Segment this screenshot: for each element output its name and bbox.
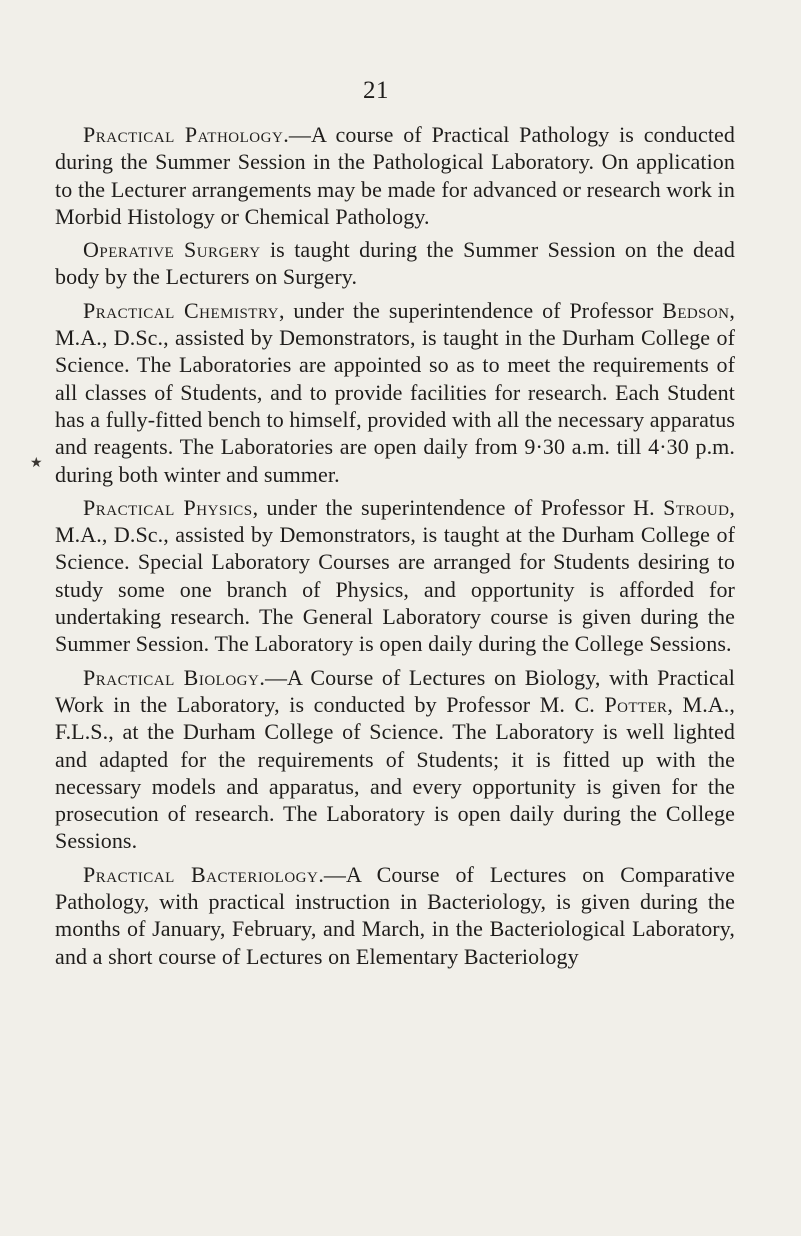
paragraph-text-physics-b: , M.A., D.Sc., assisted by Demonstrators, is taught at the Durham College of Science. Special Laboratory Courses are arranged for Students desiring to study some one branch of Physics, and opportunity is afforded for undertaking research. The General Laboratory course is given during the Summer Session. The Laboratory is open daily during the College Sessions. [55,494,735,657]
section-heading-biology: Practical Biology [83,664,260,690]
section-heading-surgery: Operative Surgery [83,237,261,263]
paragraph-practical-bacteriology [55,861,735,970]
section-heading-physics: Practical Physics [83,494,253,520]
paragraph-text-surgery: is taught during the Summer Session on the dead body by the Lecturers on Surgery. [55,237,735,290]
paragraph-practical-biology [55,664,735,855]
paragraph-text-pathology: .—A course of Practical Pathology is conducted during the Summer Session in the Pathological Laboratory. On application to the Lecturer arrangements may be made for advanced or research work in Morbid Histology or Chemical Pathology. [55,122,735,229]
professor-name-bedson: Bedson [662,297,730,323]
section-heading-chemistry: Practical Chemistry [83,297,279,323]
paragraph-practical-chemistry [55,297,735,488]
paragraph-text-chemistry-a: , under the superintendence of Professor [278,297,663,323]
paragraph-text-physics-a: , under the superintendence of Professor H. [252,494,664,520]
paragraph-operative-surgery [55,236,735,291]
section-heading-bacteriology: Practical Bacteriology [83,861,319,887]
page-number: 21 [363,77,389,104]
professor-name-potter: Potter [604,691,668,717]
professor-name-stroud: Stroud [663,494,730,520]
paragraph-practical-physics [55,494,735,658]
paragraph-text-biology-b: , M.A., F.L.S., at the Durham College of Science. The Laboratory is well lighted and adapted for the requirements of Students; it is fitted up with the necessary models and apparatus, and every opportunity is given for the prosecution of research. The Laboratory is open daily during the College Sessions. [55,691,736,854]
paragraph-text-chemistry-b: , M.A., D.Sc., assisted by Demonstrators, is taught in the Durham College of Science. The Laboratories are appointed so as to meet the requirements of all classes of Students, and to provide facilities for research. Each Student has a fully-fitted bench to himself, provided with all the necessary apparatus and reagents. The Laboratories are open daily from 9·30 a.m. till 4·30 p.m. during both winter and summer. [55,297,735,487]
paragraph-text-biology-a: .—A Course of Lectures on Biology, with Practical Work in the Laboratory, is conducted by Professor M. C. [55,664,736,717]
paragraph-text-bacteriology: .—A Course of Lectures on Comparative Pathology, with practical instruction in Bacteriology, is given during the months of January, February, and March, in the Bacteriological Laboratory, and a short course of Lectures on Elementary Bacteriology [55,861,735,969]
body-text [55,121,735,976]
paragraph-practical-pathology [55,121,735,230]
margin-mark: ★ [30,456,43,471]
section-heading-pathology: Practical Pathology [83,122,284,147]
